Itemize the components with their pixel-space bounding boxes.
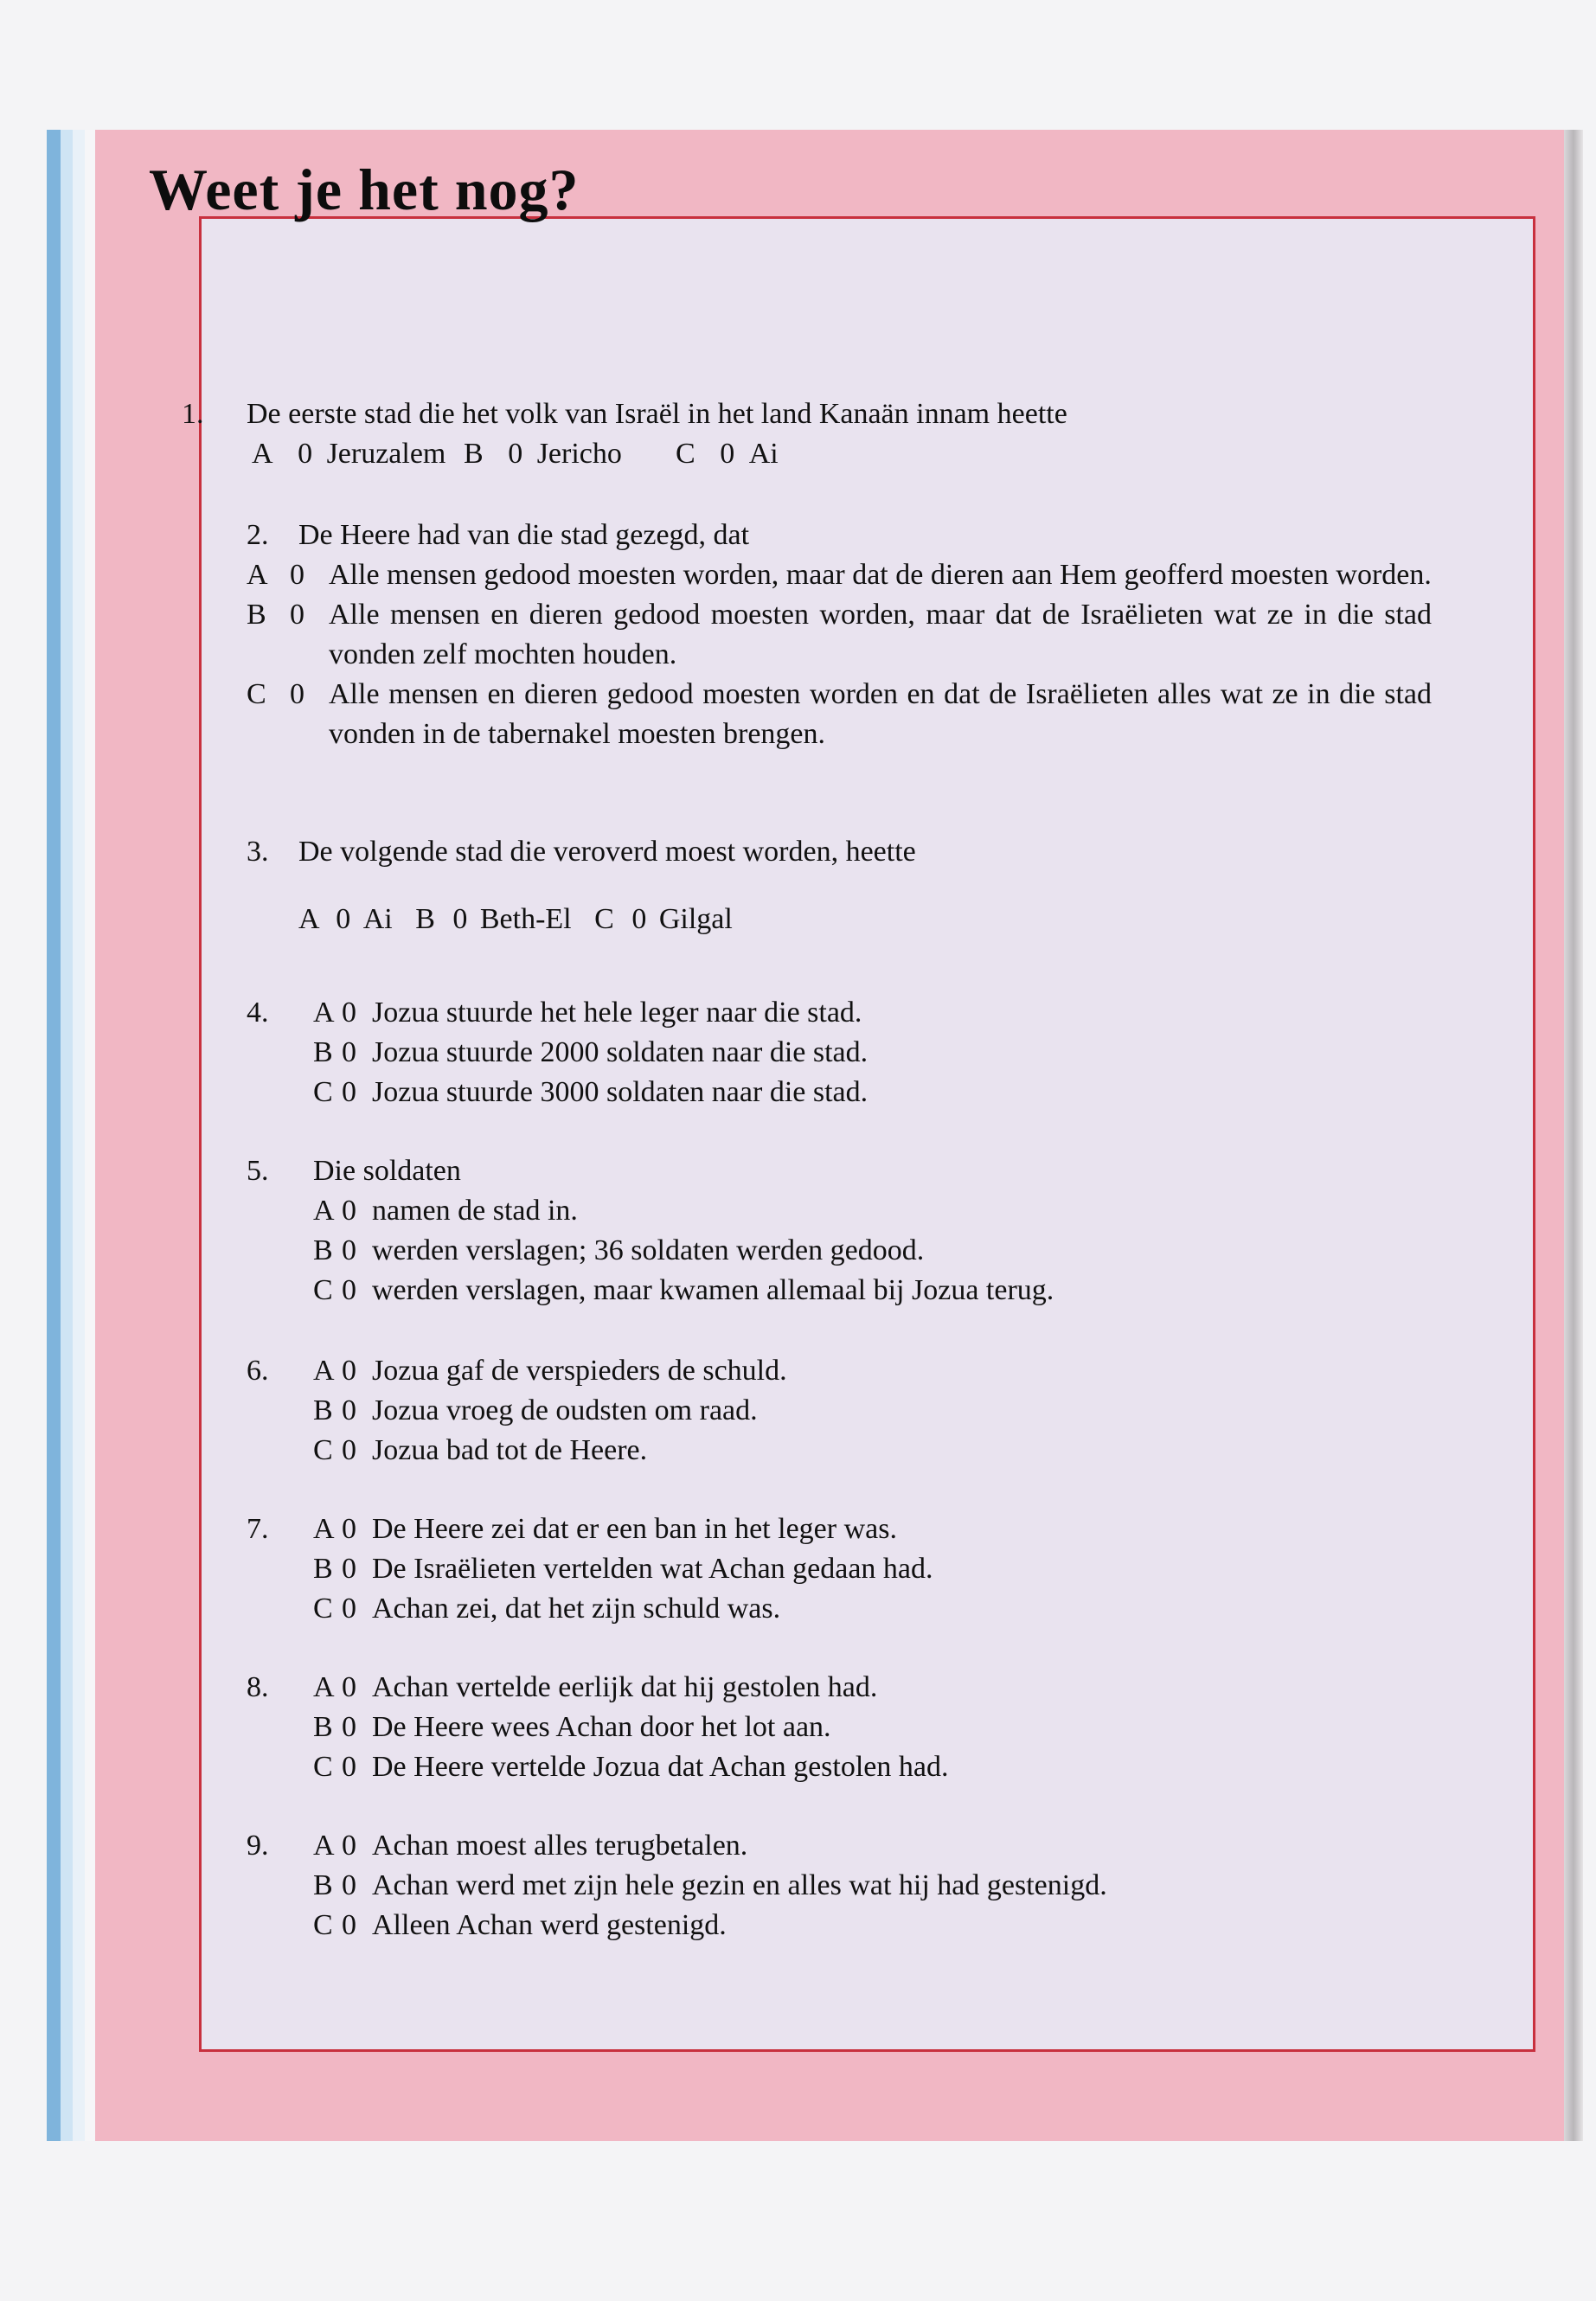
show-through-text <box>199 2003 1540 2046</box>
question-2 <box>247 516 1432 754</box>
option-c[interactable]: C 0 Gilgal <box>594 903 733 935</box>
answer-circle[interactable]: 0 <box>290 559 304 591</box>
answer-circle[interactable]: 0 <box>342 1274 356 1306</box>
question-text: De eerste stad die het volk van Israël in het land Kanaän innam heette <box>247 398 1067 430</box>
question-number: 3. <box>247 836 269 868</box>
answer-circle[interactable]: 0 <box>342 1076 356 1108</box>
option-a[interactable]: A 0 Ai <box>298 903 393 935</box>
answer-circle[interactable]: 0 <box>342 1711 356 1743</box>
answer-circle[interactable]: 0 <box>342 1434 356 1466</box>
question-1 <box>182 394 1067 470</box>
answer-circle[interactable]: 0 <box>342 1909 356 1941</box>
answer-circle[interactable]: 0 <box>631 903 647 935</box>
question-number: 6. <box>247 1355 269 1387</box>
question-text: De Heere had van die stad gezegd, dat <box>298 519 750 551</box>
question-text: De volgende stad die veroverd moest worden, heette <box>298 836 916 868</box>
answer-circle[interactable]: 0 <box>342 1593 356 1625</box>
page-edge <box>85 130 95 2141</box>
question-number: 9. <box>247 1830 269 1862</box>
answer-circle[interactable]: 0 <box>452 903 468 935</box>
answer-circle[interactable]: 0 <box>342 1869 356 1901</box>
question-number: 4. <box>247 997 269 1029</box>
option-c[interactable]: C 0 werden verslagen, maar kwamen allemaal bij Jozua terug. <box>313 1271 461 1311</box>
option-c[interactable]: C 0 Alle mensen en dieren gedood moesten worden en dat de Israëlieten alles wat ze in die stad vonden in de tabernakel moesten brengen. <box>247 675 1432 754</box>
option-b[interactable]: B 0 Alle mensen en dieren gedood moesten worden, maar dat de Israëlieten wat ze in die stad vonden zelf mochten houden. <box>247 595 1432 675</box>
option-c[interactable]: C 0 Ai <box>676 434 779 474</box>
answer-circle[interactable]: 0 <box>508 438 523 470</box>
answer-circle[interactable]: 0 <box>342 1671 356 1703</box>
question-number: 8. <box>247 1671 269 1703</box>
option-a[interactable]: A 0 Alle mensen gedood moesten worden, maar dat de dieren aan Hem geofferd moesten worden. <box>247 555 1432 595</box>
option-b[interactable]: B 0 Jericho <box>464 434 622 474</box>
answer-circle[interactable]: 0 <box>720 438 735 470</box>
option-b[interactable]: B 0 werden verslagen; 36 soldaten werden gedood. <box>313 1231 461 1271</box>
page-edge <box>73 130 85 2141</box>
page-edge <box>61 130 73 2141</box>
answer-circle[interactable]: 0 <box>342 1234 356 1266</box>
question-5 <box>247 1151 1054 1311</box>
answer-circle[interactable]: 0 <box>290 599 304 631</box>
question-number: 5. <box>247 1155 269 1187</box>
question-number: 1. <box>182 398 204 430</box>
option-a[interactable]: A 0 namen de stad in. <box>313 1191 461 1231</box>
answer-circle[interactable]: 0 <box>342 1513 356 1545</box>
answer-circle[interactable]: 0 <box>342 1036 356 1068</box>
option-b[interactable]: B 0 Beth-El <box>415 903 572 935</box>
answer-circle[interactable]: 0 <box>298 438 313 470</box>
option-a[interactable]: A 0 Jeruzalem <box>252 434 445 474</box>
options-row <box>298 900 916 939</box>
answer-circle[interactable]: 0 <box>342 997 356 1029</box>
question-3 <box>247 832 916 939</box>
page-edge <box>47 130 61 2141</box>
question-number: 2. <box>247 519 269 551</box>
answer-circle[interactable]: 0 <box>342 1394 356 1426</box>
answer-circle[interactable]: 0 <box>336 903 351 935</box>
answer-circle[interactable]: 0 <box>342 1830 356 1862</box>
answer-circle[interactable]: 0 <box>342 1751 356 1783</box>
answer-circle[interactable]: 0 <box>290 678 304 710</box>
question-text: Die soldaten <box>313 1155 461 1187</box>
answer-circle[interactable]: 0 <box>342 1195 356 1227</box>
answer-circle[interactable]: 0 <box>342 1553 356 1585</box>
page-title: Weet je het nog? <box>149 157 580 222</box>
question-number: 7. <box>247 1513 269 1545</box>
book-spine <box>1564 130 1583 2141</box>
answer-circle[interactable]: 0 <box>342 1355 356 1387</box>
